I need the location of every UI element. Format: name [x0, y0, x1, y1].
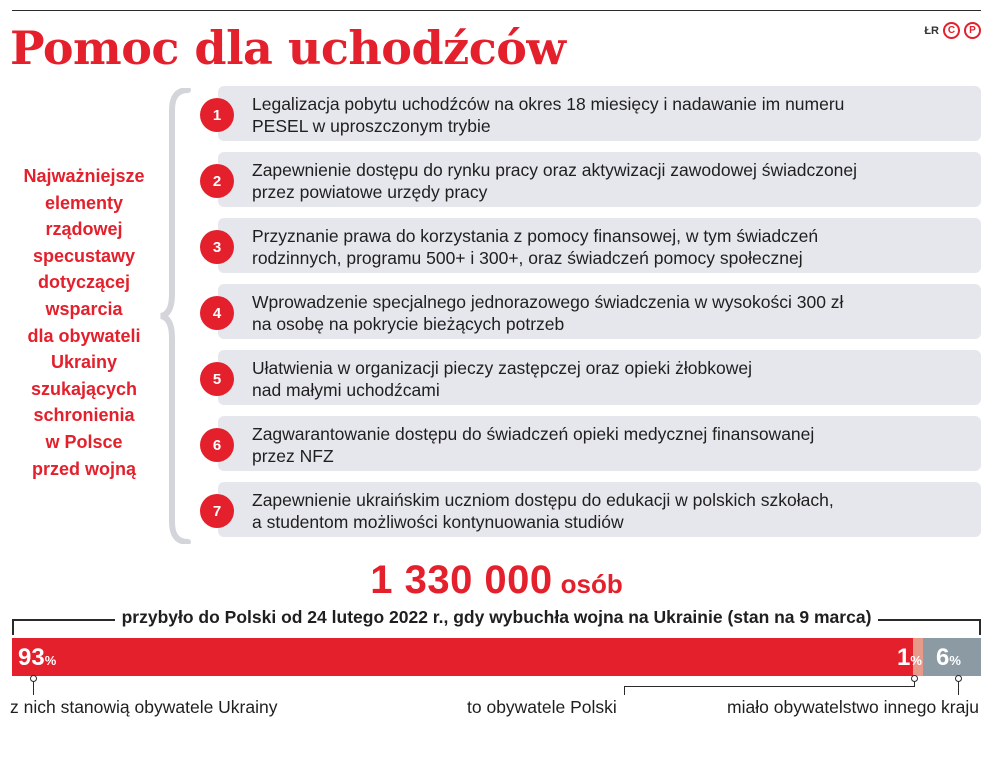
connector-line	[958, 681, 959, 695]
list-item	[195, 86, 981, 141]
page-title: Pomoc dla uchodźców	[10, 21, 566, 75]
sidebar-line: w Polsce	[45, 431, 123, 452]
item-text	[252, 423, 967, 467]
item-text	[252, 357, 967, 401]
pct-value: 93	[18, 644, 45, 671]
item-number-badge: 7	[200, 494, 234, 528]
list-item	[195, 482, 981, 537]
list-item	[195, 350, 981, 405]
pct-label-ukraine	[18, 645, 56, 674]
sidebar-line: szukających	[30, 378, 138, 399]
item-text	[252, 93, 967, 137]
pct-sign: %	[910, 653, 922, 668]
list-item	[195, 218, 981, 273]
item-line: Zapewnienie ukraińskim uczniom dostępu do edukacji w polskich szkołach,	[252, 490, 834, 510]
item-line: Wprowadzenie specjalnego jednorazowego świadczenia w wysokości 300 zł	[252, 292, 844, 312]
connector-line	[33, 681, 34, 695]
curly-brace-icon	[158, 88, 194, 544]
connector-line	[624, 686, 915, 687]
item-line: Zapewnienie dostępu do rynku pracy oraz aktywizacji zawodowej świadczonej	[252, 160, 858, 180]
note-ukraine: z nich stanowią obywatele Ukrainy	[10, 697, 278, 717]
total-value: 1 330 000	[370, 558, 553, 602]
item-text	[252, 159, 967, 203]
sidebar-line: dla obywateli	[27, 325, 141, 346]
item-number-badge: 5	[200, 362, 234, 396]
item-number-badge: 6	[200, 428, 234, 462]
sidebar-line: schronienia	[33, 405, 135, 426]
total-subtitle-text: przybyło do Polski od 24 lutego 2022 r., gdy wybuchła wojna na Ukrainie (stan na 9 marca)	[115, 607, 879, 627]
list-item	[195, 416, 981, 471]
pct-sign: %	[949, 653, 961, 668]
item-line: Legalizacja pobytu uchodźców na okres 18 miesięcy i nadawanie im numeru	[252, 94, 845, 114]
item-line: na osobę na pokrycie bieżących potrzeb	[252, 314, 565, 334]
sidebar-line: przed wojną	[31, 458, 136, 479]
sidebar-caption	[10, 163, 158, 482]
total-figure	[0, 557, 993, 612]
logo-text: ŁR	[924, 24, 939, 37]
bar-segment-ukraine	[12, 638, 913, 676]
item-line: nad małymi uchodźcami	[252, 380, 440, 400]
connector-line	[624, 686, 625, 695]
total-unit: osób	[560, 569, 623, 599]
pct-value: 6	[936, 644, 950, 671]
note-other: miało obywatelstwo innego kraju	[727, 697, 979, 717]
sidebar-line: rządowej	[45, 219, 123, 240]
item-text	[252, 291, 967, 335]
logo-seal-c: C	[943, 22, 960, 39]
sidebar-line: elementy	[44, 192, 124, 213]
top-rule	[12, 10, 981, 11]
pct-label-poland	[897, 645, 922, 674]
sidebar-line: wsparcia	[45, 298, 123, 319]
sidebar-line: Najważniejsze	[23, 166, 145, 186]
pct-sign: %	[44, 653, 57, 668]
sidebar-line: Ukrainy	[50, 352, 118, 373]
item-line: przez powiatowe urzędy pracy	[252, 182, 488, 202]
total-subtitle	[0, 607, 993, 628]
pct-label-other	[936, 645, 961, 674]
item-line: PESEL w uproszczonym trybie	[252, 116, 491, 136]
list-item	[195, 284, 981, 339]
item-number-badge: 2	[200, 164, 234, 198]
item-line: przez NFZ	[252, 446, 334, 466]
sidebar-line: dotyczącej	[37, 272, 131, 293]
list-item	[195, 152, 981, 207]
logo-seal-p: P	[964, 22, 981, 39]
note-poland: to obywatele Polski	[467, 697, 617, 717]
item-text	[252, 489, 967, 533]
item-number-badge: 3	[200, 230, 234, 264]
item-line: Zagwarantowanie dostępu do świadczeń opieki medycznej finansowanej	[252, 424, 815, 444]
item-line: Przyznanie prawa do korzystania z pomocy finansowej, w tym świadczeń	[252, 226, 819, 246]
item-text	[252, 225, 967, 269]
item-line: rodzinnych, programu 500+ i 300+, oraz świadczeń pomocy społecznej	[252, 248, 803, 268]
citizenship-bar	[12, 638, 981, 676]
pct-value: 1	[897, 644, 911, 671]
publisher-logo	[924, 22, 981, 39]
item-line: a studentom możliwości kontynuowania studiów	[252, 512, 624, 532]
sidebar-line: specustawy	[32, 245, 136, 266]
item-number-badge: 1	[200, 98, 234, 132]
item-number-badge: 4	[200, 296, 234, 330]
item-line: Ułatwienia w organizacji pieczy zastępczej oraz opieki żłobkowej	[252, 358, 752, 378]
